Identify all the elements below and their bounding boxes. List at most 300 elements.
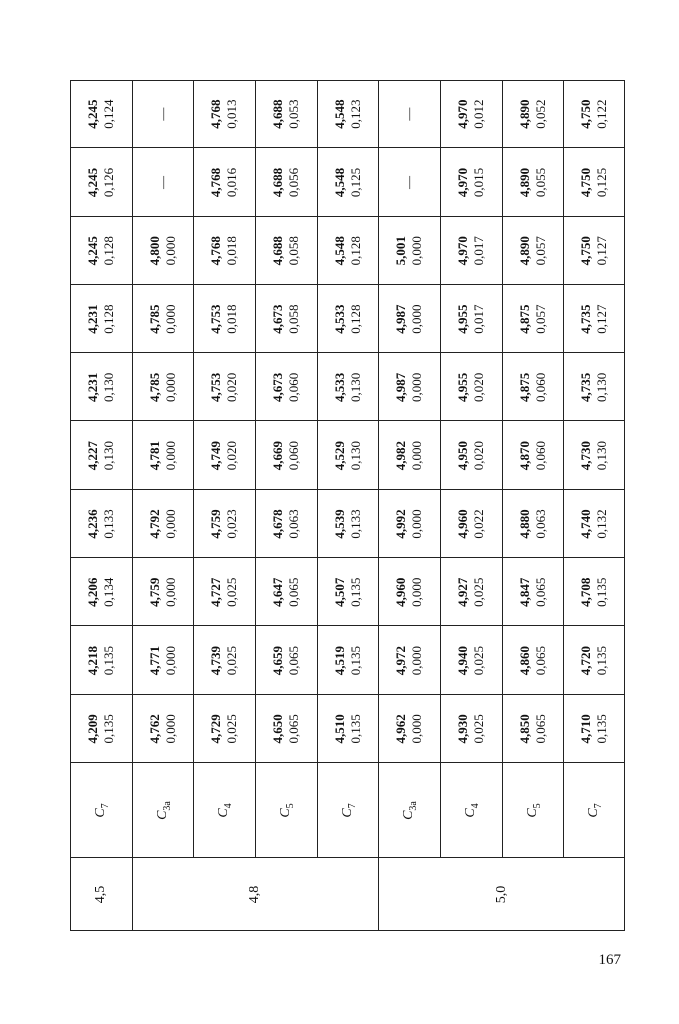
value-secondary: 0,000: [162, 236, 178, 266]
value-cell: [393, 148, 425, 216]
value-cell: [517, 217, 549, 285]
value-primary: 4,870: [516, 441, 532, 471]
value-primary: 4,720: [578, 645, 594, 676]
value-primary: 4,231: [84, 304, 100, 334]
value-secondary: 0,013: [224, 99, 240, 129]
value-secondary: 0,130: [594, 441, 610, 471]
value-cell: [393, 695, 425, 763]
row-label-subscript: 4: [222, 803, 234, 809]
row-label-subscript: 7: [99, 803, 111, 809]
value-primary: 4,533: [331, 304, 347, 334]
value-cell: [578, 626, 610, 694]
value-secondary: 0,000: [162, 714, 178, 744]
value-secondary: 0,012: [470, 99, 486, 129]
value-primary: 4,768: [208, 236, 224, 266]
value-primary: 4,209: [84, 714, 100, 744]
row-label-letter: C: [216, 808, 232, 818]
value-primary: 4,749: [208, 441, 224, 471]
value-cell: [393, 353, 425, 421]
value-cell: [270, 558, 302, 626]
value-cell: [208, 490, 240, 558]
row-label-subscript: 5: [284, 803, 296, 809]
value-cell: [208, 626, 240, 694]
value-secondary: 0,135: [347, 714, 363, 744]
value-primary: 4,875: [516, 372, 532, 402]
value-secondary: 0,130: [100, 372, 116, 402]
group-label: 4,8: [247, 885, 262, 904]
value-primary: 4,735: [578, 372, 594, 402]
value-secondary: 0,000: [162, 372, 178, 402]
value-primary: 4,927: [454, 577, 470, 607]
value-primary: 4,218: [84, 645, 100, 676]
row-label: [91, 763, 111, 858]
value-secondary: 0,058: [285, 304, 301, 334]
value-secondary: 0,000: [409, 441, 425, 471]
value-secondary: 0,057: [532, 304, 548, 334]
value-primary: 4,850: [516, 714, 532, 744]
value-cell: [578, 80, 610, 148]
value-primary: 4,507: [331, 577, 347, 607]
value-secondary: 0,000: [409, 509, 425, 539]
value-secondary: 0,128: [100, 304, 116, 334]
value-cell: [208, 285, 240, 353]
value-cell: [208, 558, 240, 626]
value-cell: [85, 217, 117, 285]
value-primary: 4,972: [393, 645, 409, 676]
value-cell: [332, 217, 364, 285]
value-primary: 4,970: [454, 99, 470, 129]
value-primary: 4,992: [393, 509, 409, 539]
value-primary: —: [154, 107, 170, 121]
value-primary: 4,519: [331, 645, 347, 676]
value-primary: 4,792: [146, 509, 162, 539]
value-cell: [85, 422, 117, 490]
value-primary: 4,548: [331, 167, 347, 198]
value-cell: [147, 695, 179, 763]
value-primary: 4,647: [269, 577, 285, 607]
row-label-subscript: 3a: [407, 801, 419, 811]
group-divider: [132, 80, 133, 931]
value-secondary: 0,127: [594, 304, 610, 334]
value-secondary: 0,018: [224, 236, 240, 266]
value-cell: [455, 285, 487, 353]
value-primary: 4,750: [578, 236, 594, 266]
value-cell: [332, 490, 364, 558]
value-secondary: 0,000: [409, 714, 425, 744]
value-primary: 4,880: [516, 509, 532, 539]
group-divider: [378, 80, 379, 931]
value-primary: 5,001: [393, 236, 409, 266]
value-cell: [208, 353, 240, 421]
value-secondary: 0,130: [100, 441, 116, 471]
data-table: [70, 80, 625, 931]
value-primary: 4,800: [146, 236, 162, 266]
value-primary: 4,762: [146, 714, 162, 744]
value-primary: 4,673: [269, 304, 285, 334]
value-primary: 4,245: [84, 99, 100, 129]
value-cell: [85, 558, 117, 626]
value-primary: 4,539: [331, 509, 347, 539]
value-secondary: 0,017: [470, 236, 486, 266]
value-primary: 4,759: [208, 509, 224, 539]
value-secondary: 0,020: [224, 441, 240, 471]
row-divider: [193, 80, 194, 858]
value-primary: 4,510: [331, 714, 347, 744]
value-secondary: 0,122: [594, 99, 610, 129]
value-primary: 4,710: [578, 714, 594, 744]
value-primary: 4,750: [578, 99, 594, 129]
value-cell: [270, 80, 302, 148]
value-primary: 4,673: [269, 372, 285, 402]
value-cell: [393, 422, 425, 490]
value-primary: 4,533: [331, 372, 347, 402]
value-cell: [270, 422, 302, 490]
value-cell: [455, 695, 487, 763]
page-number: 167: [598, 952, 621, 968]
value-cell: [270, 353, 302, 421]
value-primary: 4,955: [454, 372, 470, 402]
value-secondary: 0,015: [470, 167, 486, 198]
value-cell: [332, 80, 364, 148]
value-secondary: 0,125: [347, 167, 363, 198]
value-primary: 4,735: [578, 304, 594, 334]
value-secondary: 0,022: [470, 509, 486, 539]
value-primary: 4,860: [516, 645, 532, 676]
row-label-subscript: 7: [592, 803, 604, 809]
value-secondary: 0,132: [594, 509, 610, 539]
value-secondary: 0,000: [162, 441, 178, 471]
value-cell: [270, 626, 302, 694]
row-divider: [317, 80, 318, 858]
value-cell: [517, 422, 549, 490]
row-label: [276, 763, 296, 858]
value-cell: [393, 558, 425, 626]
value-secondary: 0,025: [224, 714, 240, 744]
value-primary: 4,987: [393, 372, 409, 402]
row-label-subscript: 7: [346, 803, 358, 809]
value-secondary: 0,130: [347, 372, 363, 402]
row-label-letter: C: [462, 808, 478, 818]
value-secondary: 0,052: [532, 99, 548, 129]
value-cell: [85, 353, 117, 421]
value-primary: 4,688: [269, 99, 285, 129]
row-label-letter: C: [339, 808, 355, 818]
value-secondary: 0,057: [532, 236, 548, 266]
value-cell: [455, 353, 487, 421]
row-label-subscript: 5: [531, 803, 543, 809]
row-label: [461, 763, 481, 858]
value-primary: 4,982: [393, 441, 409, 471]
value-cell: [332, 422, 364, 490]
value-primary: —: [154, 175, 170, 189]
group-label: 5,0: [493, 885, 509, 904]
group-label: 4,5: [92, 885, 108, 904]
value-cell: [455, 490, 487, 558]
value-secondary: 0,065: [285, 714, 301, 744]
value-secondary: 0,058: [285, 236, 301, 266]
value-cell: [147, 490, 179, 558]
value-secondary: 0,053: [285, 99, 301, 129]
value-cell: [147, 626, 179, 694]
value-primary: 4,729: [208, 714, 224, 744]
value-primary: 4,962: [393, 714, 409, 744]
value-secondary: 0,135: [100, 645, 116, 676]
value-primary: 4,970: [454, 236, 470, 266]
value-secondary: 0,063: [532, 509, 548, 539]
value-secondary: 0,025: [470, 577, 486, 607]
value-secondary: 0,000: [409, 304, 425, 334]
value-secondary: 0,018: [224, 304, 240, 334]
value-primary: 4,890: [516, 236, 532, 266]
value-primary: —: [401, 107, 417, 121]
value-secondary: 0,020: [224, 372, 240, 402]
value-cell: [578, 490, 610, 558]
value-primary: 4,890: [516, 99, 532, 129]
value-cell: [332, 695, 364, 763]
value-secondary: 0,055: [532, 167, 548, 198]
value-primary: 4,759: [146, 577, 162, 607]
value-secondary: 0,025: [470, 645, 486, 676]
value-cell: [147, 422, 179, 490]
value-primary: 4,206: [84, 577, 100, 607]
value-secondary: 0,060: [285, 372, 301, 402]
value-cell: [85, 80, 117, 148]
row-label-letter: C: [92, 808, 108, 818]
value-primary: 4,970: [454, 167, 470, 198]
rotated-table: [70, 80, 625, 931]
value-secondary: 0,000: [162, 645, 178, 676]
value-secondary: 0,134: [100, 577, 116, 607]
value-cell: [270, 148, 302, 216]
row-label-letter: C: [401, 810, 417, 820]
value-primary: 4,529: [331, 441, 347, 471]
value-cell: [455, 148, 487, 216]
value-primary: 4,960: [393, 577, 409, 607]
value-cell: [455, 558, 487, 626]
value-primary: 4,740: [578, 509, 594, 539]
value-primary: 4,768: [208, 99, 224, 129]
value-secondary: 0,135: [347, 577, 363, 607]
value-cell: [85, 490, 117, 558]
value-secondary: 0,128: [100, 236, 116, 266]
value-cell: [517, 558, 549, 626]
value-secondary: 0,060: [532, 441, 548, 471]
value-primary: 4,890: [516, 167, 532, 198]
value-cell: [578, 217, 610, 285]
value-primary: 4,960: [454, 509, 470, 539]
value-primary: 4,227: [84, 441, 100, 471]
value-secondary: 0,126: [100, 167, 116, 198]
value-secondary: 0,065: [532, 645, 548, 676]
value-secondary: 0,056: [285, 167, 301, 198]
value-cell: [208, 422, 240, 490]
value-primary: 4,245: [84, 236, 100, 266]
value-primary: 4,950: [454, 441, 470, 471]
value-primary: 4,955: [454, 304, 470, 334]
value-primary: 4,730: [578, 441, 594, 471]
value-secondary: 0,023: [224, 509, 240, 539]
value-cell: [517, 695, 549, 763]
row-label-letter: C: [154, 810, 170, 820]
value-primary: 4,678: [269, 509, 285, 539]
value-cell: [455, 626, 487, 694]
value-secondary: 0,000: [409, 236, 425, 266]
value-secondary: 0,000: [162, 304, 178, 334]
value-secondary: 0,124: [100, 99, 116, 129]
value-cell: [455, 80, 487, 148]
value-primary: 4,708: [578, 577, 594, 607]
value-secondary: 0,000: [409, 645, 425, 676]
value-cell: [517, 80, 549, 148]
value-cell: [147, 217, 179, 285]
value-cell: [455, 422, 487, 490]
value-secondary: 0,135: [594, 577, 610, 607]
value-cell: [578, 422, 610, 490]
value-cell: [85, 626, 117, 694]
value-primary: 4,930: [454, 714, 470, 744]
value-secondary: 0,000: [409, 372, 425, 402]
value-cell: [270, 285, 302, 353]
row-label: [523, 763, 543, 858]
value-secondary: 0,130: [594, 372, 610, 402]
value-primary: 4,231: [84, 372, 100, 402]
value-secondary: 0,063: [285, 509, 301, 539]
value-cell: [332, 626, 364, 694]
row-divider: [563, 80, 564, 858]
value-cell: [147, 353, 179, 421]
value-secondary: 0,060: [532, 372, 548, 402]
value-secondary: 0,135: [347, 645, 363, 676]
value-cell: [208, 148, 240, 216]
value-secondary: 0,016: [224, 167, 240, 198]
value-cell: [578, 353, 610, 421]
value-primary: 4,245: [84, 167, 100, 198]
value-cell: [270, 695, 302, 763]
value-secondary: 0,065: [532, 577, 548, 607]
value-primary: 4,781: [146, 441, 162, 471]
value-cell: [393, 217, 425, 285]
row-divider: [255, 80, 256, 858]
value-cell: [85, 695, 117, 763]
value-primary: 4,768: [208, 167, 224, 198]
value-secondary: 0,020: [470, 441, 486, 471]
value-secondary: 0,000: [409, 577, 425, 607]
value-cell: [393, 80, 425, 148]
row-label-subscript: 3a: [161, 801, 173, 811]
value-cell: [85, 285, 117, 353]
row-divider: [502, 80, 503, 858]
value-secondary: 0,000: [162, 509, 178, 539]
value-cell: [393, 285, 425, 353]
value-primary: 4,785: [146, 304, 162, 334]
value-secondary: 0,065: [285, 577, 301, 607]
row-label-subscript: 4: [469, 803, 481, 809]
value-primary: 4,753: [208, 372, 224, 402]
value-secondary: 0,025: [224, 645, 240, 676]
value-primary: 4,669: [269, 441, 285, 471]
value-secondary: 0,135: [594, 645, 610, 676]
value-cell: [517, 285, 549, 353]
value-cell: [578, 285, 610, 353]
row-label-letter: C: [524, 808, 540, 818]
value-secondary: 0,135: [594, 714, 610, 744]
value-primary: 4,875: [516, 304, 532, 334]
value-cell: [578, 148, 610, 216]
value-primary: 4,987: [393, 304, 409, 334]
value-cell: [208, 217, 240, 285]
value-primary: 4,688: [269, 167, 285, 198]
row-label-letter: C: [586, 808, 602, 818]
value-cell: [517, 490, 549, 558]
value-secondary: 0,017: [470, 304, 486, 334]
value-cell: [578, 558, 610, 626]
value-cell: [147, 80, 179, 148]
row-label: [399, 763, 419, 858]
value-secondary: 0,130: [347, 441, 363, 471]
value-secondary: 0,025: [470, 714, 486, 744]
value-cell: [147, 558, 179, 626]
value-cell: [332, 353, 364, 421]
value-primary: 4,940: [454, 645, 470, 676]
value-primary: 4,847: [516, 577, 532, 607]
value-cell: [393, 490, 425, 558]
value-cell: [147, 285, 179, 353]
value-primary: 4,727: [208, 577, 224, 607]
value-secondary: 0,025: [224, 577, 240, 607]
value-primary: 4,659: [269, 645, 285, 676]
value-primary: 4,753: [208, 304, 224, 334]
value-primary: 4,548: [331, 99, 347, 129]
value-cell: [517, 626, 549, 694]
value-cell: [208, 80, 240, 148]
value-cell: [332, 285, 364, 353]
value-cell: [147, 148, 179, 216]
value-primary: 4,785: [146, 372, 162, 402]
value-cell: [208, 695, 240, 763]
value-secondary: 0,135: [100, 714, 116, 744]
value-primary: —: [401, 175, 417, 189]
value-cell: [270, 490, 302, 558]
value-primary: 4,750: [578, 167, 594, 198]
value-primary: 4,771: [146, 645, 162, 676]
value-primary: 4,739: [208, 645, 224, 676]
value-secondary: 0,065: [532, 714, 548, 744]
row-label: [338, 763, 358, 858]
value-secondary: 0,128: [347, 236, 363, 266]
value-primary: 4,236: [84, 509, 100, 539]
row-divider: [440, 80, 441, 858]
value-secondary: 0,127: [594, 236, 610, 266]
value-cell: [517, 353, 549, 421]
value-secondary: 0,128: [347, 304, 363, 334]
value-cell: [578, 695, 610, 763]
value-cell: [332, 148, 364, 216]
value-secondary: 0,020: [470, 372, 486, 402]
value-cell: [393, 626, 425, 694]
row-label: [214, 763, 234, 858]
value-secondary: 0,000: [162, 577, 178, 607]
value-secondary: 0,133: [347, 509, 363, 539]
value-secondary: 0,065: [285, 645, 301, 676]
value-cell: [332, 558, 364, 626]
value-primary: 4,548: [331, 236, 347, 266]
value-primary: 4,650: [269, 714, 285, 744]
value-secondary: 0,133: [100, 509, 116, 539]
value-secondary: 0,123: [347, 99, 363, 129]
row-label-letter: C: [277, 808, 293, 818]
value-secondary: 0,125: [594, 167, 610, 198]
value-primary: 4,688: [269, 236, 285, 266]
